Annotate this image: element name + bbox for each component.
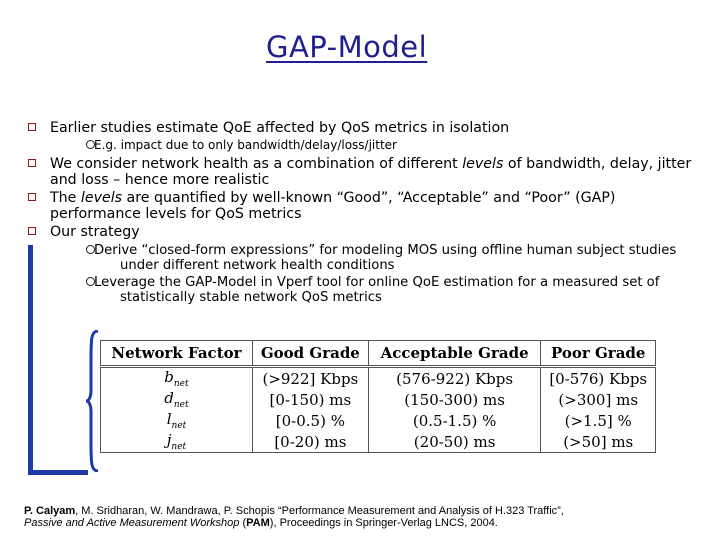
circle-bullet-icon bbox=[86, 277, 95, 286]
sub-bullet-text: Leverage the GAP-Model in Vperf tool for online QoE estimation for a measured set of statistically stable network QoS metrics bbox=[94, 275, 660, 305]
bullet-text: The levels are quantified by well-known “Good”, “Acceptable” and “Poor” (GAP) performance levels for QoS metrics bbox=[50, 190, 616, 222]
table-header: Network Factor bbox=[101, 341, 253, 367]
network-factor-cell: $j_{net}$ bbox=[101, 431, 253, 453]
good-grade-cell: [0-150) ms bbox=[252, 389, 368, 410]
bullet-item bbox=[28, 224, 708, 240]
acceptable-grade-cell: (20-50) ms bbox=[368, 431, 541, 453]
table-row bbox=[101, 367, 656, 390]
connector-arrow-horizontal bbox=[28, 470, 88, 475]
slide-title: GAP-Model bbox=[266, 30, 428, 64]
square-bullet-icon bbox=[28, 159, 36, 167]
citation-line-2: Passive and Active Measurement Workshop (PAM), Proceedings in Springer-Verlag LNCS, 2004. bbox=[24, 517, 498, 529]
poor-grade-cell: [0-576) Kbps bbox=[541, 367, 656, 390]
circle-bullet-icon bbox=[86, 245, 95, 254]
sub-bullet-item bbox=[28, 138, 708, 153]
bullet-text: Our strategy bbox=[50, 224, 140, 240]
table-row bbox=[101, 389, 656, 410]
square-bullet-icon bbox=[28, 227, 36, 235]
acceptable-grade-cell: (0.5-1.5) % bbox=[368, 410, 541, 431]
good-grade-cell: (>922] Kbps bbox=[252, 367, 368, 390]
acceptable-grade-cell: (150-300) ms bbox=[368, 389, 541, 410]
sub-bullet-text: E.g. impact due to only bandwidth/delay/loss/jitter bbox=[94, 138, 397, 152]
citation bbox=[24, 505, 714, 529]
circle-bullet-icon bbox=[86, 140, 95, 149]
sub-bullet-item bbox=[28, 275, 708, 305]
sub-bullet-text: Derive “closed-form expressions” for modeling MOS using offline human subject studies under different network health conditions bbox=[94, 243, 677, 273]
bullet-item bbox=[28, 120, 708, 136]
gap-grade-table bbox=[100, 340, 656, 453]
network-factor-cell: $b_{net}$ bbox=[101, 367, 253, 390]
square-bullet-icon bbox=[28, 123, 36, 131]
connector-arrow-vertical bbox=[28, 245, 33, 475]
bullet-item bbox=[28, 190, 708, 222]
bullet-text: Earlier studies estimate QoE affected by QoS metrics in isolation bbox=[50, 120, 510, 136]
table-header: Acceptable Grade bbox=[368, 341, 541, 367]
square-bullet-icon bbox=[28, 193, 36, 201]
table-header-row bbox=[101, 341, 656, 367]
poor-grade-cell: (>50] ms bbox=[541, 431, 656, 453]
bullet-item bbox=[28, 156, 708, 188]
curly-brace-icon bbox=[86, 330, 100, 472]
network-factor-cell: $l_{net}$ bbox=[101, 410, 253, 431]
poor-grade-cell: (>1.5] % bbox=[541, 410, 656, 431]
sub-bullet-item bbox=[28, 243, 708, 273]
table-row bbox=[101, 431, 656, 453]
table-header: Poor Grade bbox=[541, 341, 656, 367]
citation-line-1: P. Calyam, M. Sridharan, W. Mandrawa, P. Schopis “Performance Measurement and Analysis of H.323 Traffic”, bbox=[24, 505, 564, 517]
acceptable-grade-cell: (576-922) Kbps bbox=[368, 367, 541, 390]
bullet-list bbox=[28, 120, 708, 305]
bullet-text: We consider network health as a combination of different levels of bandwidth, delay, jitter and loss – hence more realistic bbox=[50, 156, 692, 188]
poor-grade-cell: (>300] ms bbox=[541, 389, 656, 410]
table-row bbox=[101, 410, 656, 431]
table-header: Good Grade bbox=[252, 341, 368, 367]
network-factor-cell: $d_{net}$ bbox=[101, 389, 253, 410]
good-grade-cell: [0-0.5) % bbox=[252, 410, 368, 431]
good-grade-cell: [0-20) ms bbox=[252, 431, 368, 453]
